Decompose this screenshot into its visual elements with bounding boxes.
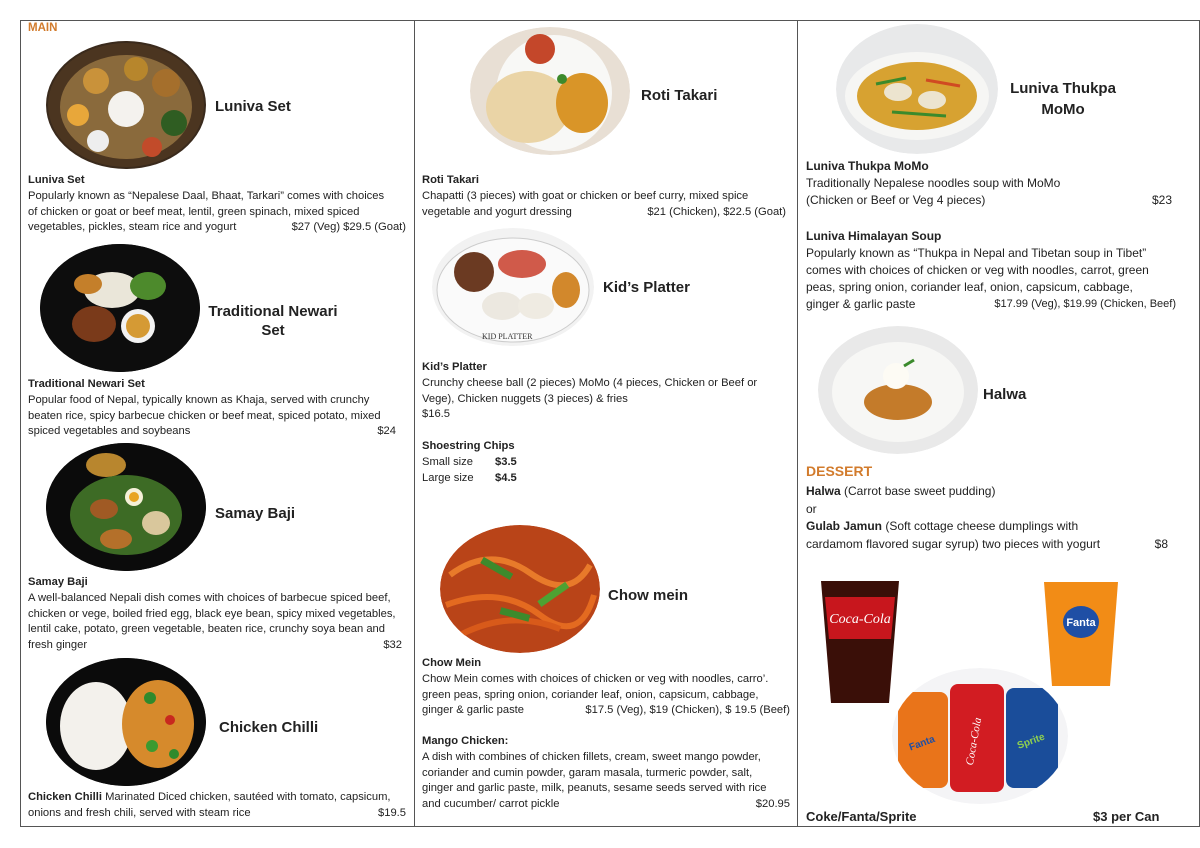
column-divider (797, 20, 798, 827)
item-title: Samay Baji (28, 576, 88, 588)
item-desc-line: A well-balanced Nepali dish comes with choices of barbecue spiced beef, (28, 591, 391, 604)
item-desc-line: ginger and garlic paste, milk, peanuts, sesame seeds served with rice (422, 782, 767, 795)
item-price: $16.5 (422, 408, 450, 421)
kids-platter-item (422, 360, 790, 423)
item-title: Luniva Himalayan Soup (806, 229, 942, 243)
item-title: Gulab Jamun (806, 519, 883, 533)
dish-label-kids-platter: Kid’s Platter (603, 279, 690, 296)
column-divider (414, 20, 415, 827)
item-desc-line: coriander and cumin powder, garam masala, turmeric powder, salt, (422, 766, 753, 779)
or-text: or (806, 501, 817, 516)
himalayan-soup-item (806, 228, 1180, 313)
item-price: $19.5 (378, 806, 406, 819)
thukpa-momo-image (836, 24, 998, 154)
item-price: $20.95 (755, 798, 790, 811)
item-title: Kid’s Platter (422, 361, 487, 373)
shoestring-chips-item (422, 439, 622, 486)
kids-platter-image (432, 228, 594, 346)
drinks-price: $3 per Can (1093, 809, 1160, 824)
item-desc-line: spiced vegetables and soybeans (28, 425, 191, 438)
chips-row (422, 455, 622, 471)
item-title: Luniva Set (28, 174, 85, 186)
section-heading-main: MAIN (28, 22, 58, 34)
item-title: Luniva Thukpa MoMo (806, 159, 929, 173)
item-desc-line: (Carrot base sweet pudding) (840, 484, 996, 498)
chips-size: Small size (422, 455, 473, 468)
item-title: Traditional Newari Set (28, 378, 145, 390)
samay-baji-item (28, 575, 406, 654)
item-desc-line: peas, spring onion, coriander leaf, onion, capsicum, cabbage, (806, 280, 1133, 294)
chips-price: $4.5 (495, 471, 517, 484)
thukpa-momo-item (806, 158, 1172, 209)
dish-label-roti-takari: Roti Takari (641, 87, 718, 104)
dessert-heading-text: DESSERT (806, 463, 873, 479)
item-desc-line: Popularly known as “Thukpa in Nepal and Tibetan soup in Tibet” (806, 246, 1147, 260)
item-desc-line: Chow Mein comes with choices of chicken or veg with noodles, carro’. (422, 672, 769, 685)
fanta-can-text: Fanta (907, 733, 937, 754)
dish-label-line: Traditional Newari (208, 303, 338, 320)
item-desc-line: Chapatti (3 pieces) with goat or chicken or beef curry, mixed spice (422, 189, 749, 202)
luniva-set-image (46, 41, 206, 169)
samay-baji-image (46, 443, 206, 571)
coke-can-text: Coca-Cola (963, 716, 985, 767)
item-desc-line: vegetable and yogurt dressing (422, 205, 572, 218)
item-desc-line: ginger & garlic paste (422, 704, 524, 717)
item-desc-line: lentil cake, potato, green vegetable, beaten rice, crunchy soya bean and (28, 623, 385, 636)
item-title: Chow Mein (422, 657, 482, 669)
item-price: $27 (Veg) $29.5 (Goat) (291, 221, 406, 234)
item-title: Roti Takari (422, 174, 479, 186)
dish-label-line: Set (261, 322, 285, 339)
item-desc-line: vegetables, pickles, steam rice and yogurt (28, 221, 237, 234)
item-desc-line: onions and fresh chili, served with steam rice (28, 806, 251, 819)
cans-image (892, 668, 1068, 804)
item-price: $21 (Chicken), $22.5 (Goat) (647, 205, 786, 218)
item-title: Halwa (806, 484, 841, 498)
fanta-cup-image (1040, 578, 1122, 690)
luniva-set-item (28, 173, 406, 236)
dish-label-line: MoMo (1041, 101, 1085, 118)
dish-label-chow-mein: Chow mein (608, 587, 689, 604)
halwa-image (818, 326, 978, 454)
item-price: $8 (1154, 536, 1168, 551)
item-desc-line: Popular food of Nepal, typically known as Khaja, served with crunchy (28, 393, 370, 406)
item-title: Mango Chicken: (422, 735, 509, 747)
mango-chicken-item (422, 734, 790, 813)
item-price: $17.99 (Veg), $19.99 (Chicken, Beef) (994, 298, 1176, 310)
dish-label-thukpa-momo (1008, 78, 1118, 120)
chips-size: Large size (422, 471, 474, 484)
chow-mein-image (440, 525, 600, 653)
chicken-chilli-item (28, 790, 406, 822)
item-desc-line: and cucumber/ carrot pickle (422, 798, 560, 811)
item-desc-line: Vege), Chicken nuggets (3 pieces) & fries (422, 392, 628, 405)
item-price: $17.5 (Veg), $19 (Chicken), $ 19.5 (Beef) (585, 704, 790, 717)
dish-label-halwa: Halwa (983, 386, 1027, 403)
item-desc-line: (Soft cottage cheese dumplings with (882, 519, 1079, 533)
chips-price: $3.5 (495, 455, 517, 468)
item-desc-line: (Chicken or Beef or Veg 4 pieces) (806, 193, 986, 207)
fanta-cup-text: Fanta (1066, 617, 1096, 629)
item-desc-line: of chicken or goat or beef meat, lentil, green spinach, mixed spiced (28, 205, 360, 218)
kids-platter-plate-text: KID PLATTER (482, 332, 533, 341)
dish-label-chicken-chilli: Chicken Chilli (219, 719, 319, 736)
item-desc-line: chicken or vege, boiled fried egg, black eye bean, spicy mixed vegetables, (28, 607, 396, 620)
dish-label-line: Luniva Thukpa (1010, 80, 1116, 97)
item-desc-line: beaten rice, spicy barbecue chicken or beef meat, spiced potato, mixed (28, 409, 381, 422)
section-heading-dessert (806, 463, 872, 479)
newari-set-item (28, 377, 406, 440)
item-desc-line: green peas, spring onion, coriander leaf, onion, capsicum, cabbage, (422, 688, 759, 701)
dish-label-newari (205, 302, 341, 340)
item-desc-line: fresh ginger (28, 639, 88, 652)
item-desc-line: cardamom flavored sugar syrup) two pieces with yogurt (806, 536, 1101, 551)
roti-takari-image (470, 27, 630, 155)
coke-cup-text: Coca-Cola (829, 612, 891, 627)
item-desc-line: Traditionally Nepalese noodles soup with MoMo (806, 176, 1061, 190)
item-desc-line: Crunchy cheese ball (2 pieces) MoMo (4 pieces, Chicken or Beef or (422, 376, 758, 389)
sprite-can-text: Sprite (1015, 731, 1047, 752)
item-desc-line: Marinated Diced chicken, sautéed with tomato, capsicum, (101, 791, 391, 803)
item-desc-line: A dish with combines of chicken fillets, cream, sweet mango powder, (422, 750, 761, 763)
newari-set-image (40, 244, 200, 372)
dish-label-luniva-set: Luniva Set (215, 98, 291, 115)
item-desc-line: Popularly known as “Nepalese Daal, Bhaat, Tarkari” comes with choices (28, 189, 385, 202)
chips-row (422, 471, 622, 487)
chow-mein-item (422, 656, 790, 719)
chicken-chilli-image (46, 658, 206, 786)
item-title: Shoestring Chips (422, 440, 515, 452)
item-price: $32 (383, 639, 402, 652)
dessert-item (806, 483, 1172, 553)
dish-label-samay-baji: Samay Baji (215, 505, 296, 522)
coke-cup-image (815, 577, 905, 707)
item-price: $24 (377, 425, 396, 438)
item-desc-line: comes with choices of chicken or veg with noodles, carrot, green (806, 263, 1149, 277)
item-price: $23 (1151, 193, 1172, 207)
drinks-label: Coke/Fanta/Sprite (806, 809, 917, 824)
roti-takari-item (422, 173, 790, 220)
item-title: Chicken Chilli (28, 791, 102, 803)
item-desc-line: ginger & garlic paste (806, 297, 916, 311)
